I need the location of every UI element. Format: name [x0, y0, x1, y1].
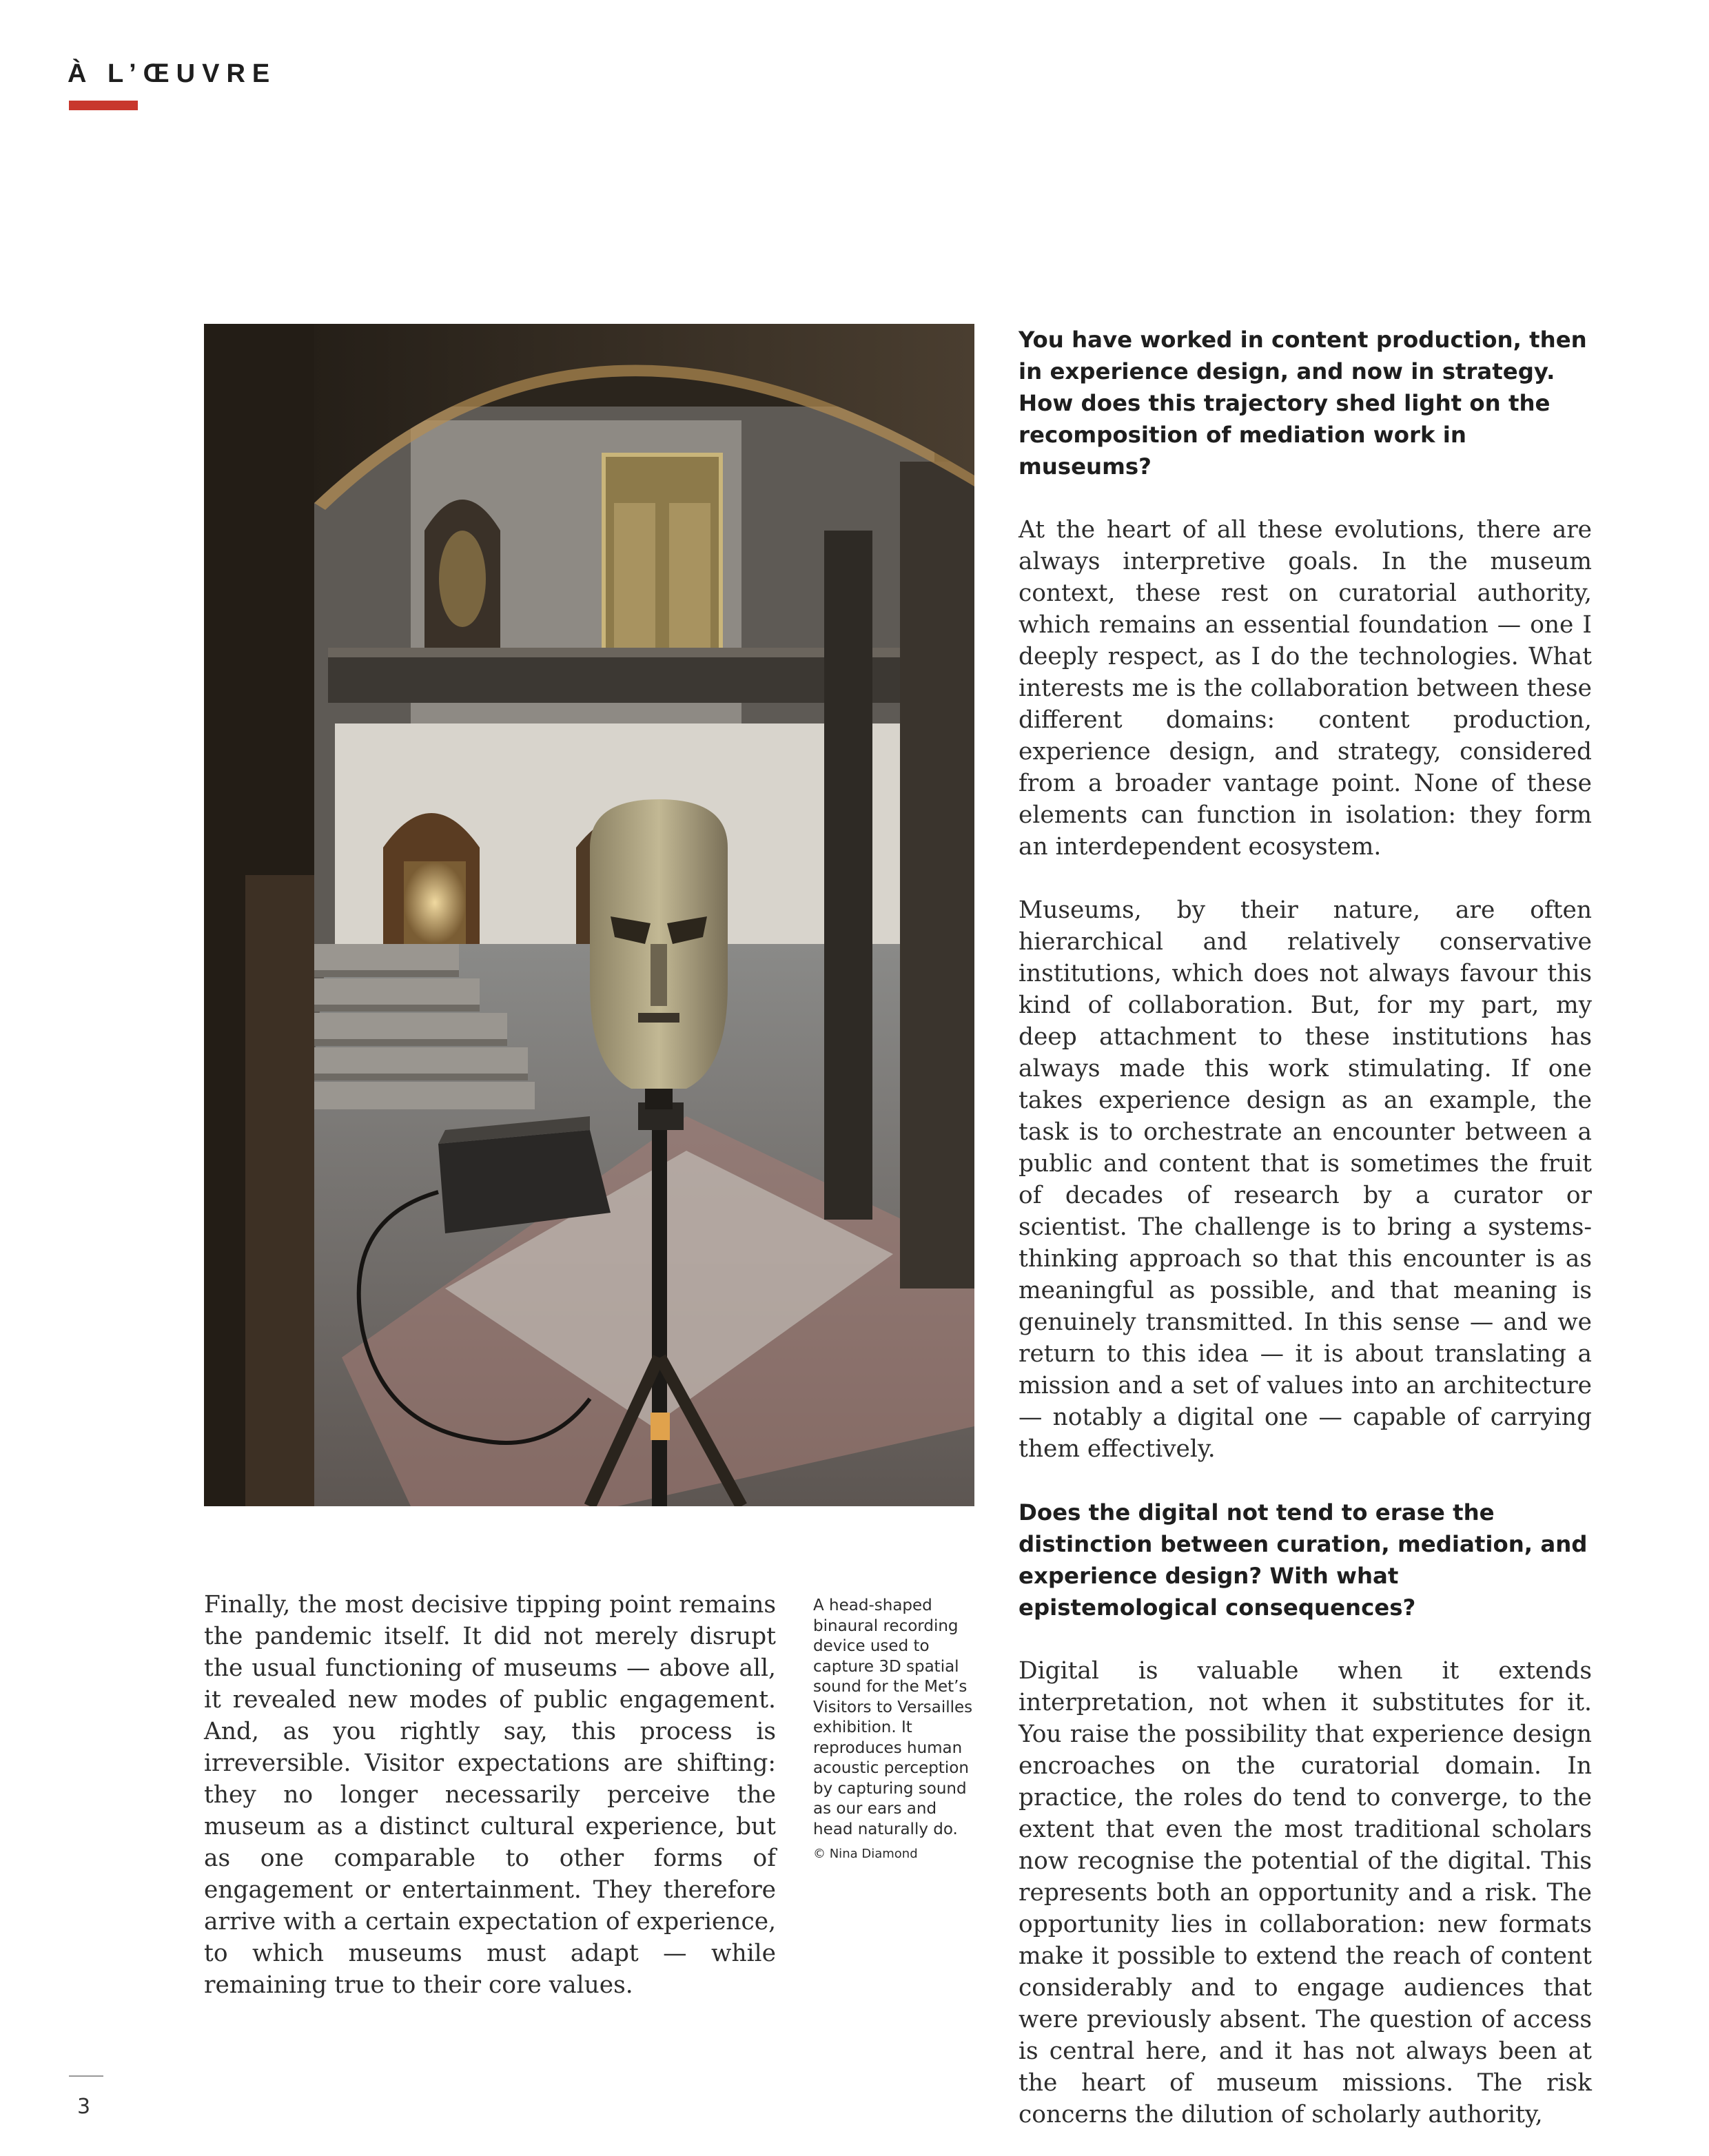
section-label: À L’ŒUVRE [68, 59, 277, 88]
left-column [204, 1589, 776, 2001]
paragraph-gap [1019, 863, 1592, 894]
answer-paragraph-1b: Museums, by their nature, are often hierarchical and relatively conservative institutions, which does not always favour this kind of collaboration. But, for my part, my deep attachment to these institutions has always made this work stimulating. If one takes experience design as an example, the task is to orchestrate an encounter between a public and content that is sometimes the fruit of decades of research by a curator or scientist. The challenge is to bring a systems-thinking approach so that this encounter is as meaningful as possible, and that meaning is genuinely transmitted. In this sense — and we return to this idea — it is about translating a mission and a set of values into an architecture — notably a digital one — capable of carrying them effectively. [1019, 896, 1592, 1463]
page-number: 3 [77, 2095, 91, 2119]
caption-text: A head-shaped binaural recording device used to capture 3D spatial sound for the Met’s Visitors to Versailles exhibition. It reproduces human acoustic perception by capturing sound as our ears and head naturally do. [813, 1597, 973, 1838]
binaural-head-photo [204, 324, 974, 1506]
paragraph-gap [1019, 1623, 1592, 1655]
interview-question-1: You have worked in content production, then in experience design, and now in strategy. How does this trajectory shed light on the recomposition of mediation work in museums? [1019, 327, 1587, 480]
interview-question-2: Does the digital not tend to erase the distinction between curation, mediation, and experience design? With what epistemological consequences? [1019, 1499, 1588, 1621]
photo-credit: © Nina Diamond [813, 1847, 918, 1861]
footer-rule [69, 2075, 103, 2077]
answer-paragraph-1a: At the heart of all these evolutions, there are always interpretive goals. In the museum context, these rest on curatorial authority, which remains an essential foundation — one I deeply respect, as I do the technologies. What interests me is the collaboration between these different domains: content production, experience design, and strategy, considered from a broader vantage point. None of these elements can function in isolation: they form an interdependent ecosystem. [1019, 516, 1592, 861]
section-accent-rule [69, 101, 138, 110]
paragraph-gap [1019, 482, 1592, 514]
right-column [1019, 324, 1592, 2131]
answer-paragraph-2: Digital is valuable when it extends interpretation, not when it substitutes for it. You raise the possibility that experience design encroaches on the curatorial domain. In practice, the roles do tend to converge, to the extent that even the most traditional scholars now recognise the potential of the digital. This represents both an opportunity and a risk. The opportunity lies in collaboration: new formats make it possible to extend the reach of content considerably and to engage audiences that were previously absent. The question of access is central here, and it has not always been at the heart of museum missions. The risk concerns the dilution of scholarly authority, [1019, 1657, 1592, 2128]
body-paragraph: Finally, the most decisive tipping point remains the pandemic itself. It did not merely disrupt the usual functioning of museums — above all, it revealed new modes of public engagement. And, as you rightly say, this process is irreversible. Visitor expectations are shifting: they no longer necessarily perceive the museum as a distinct cultural experience, but as one comparable to other forms of engagement or entertainment. They therefore arrive with a certain expectation of experience, to which museums must adapt — while remaining true to their core values. [204, 1591, 776, 1999]
photo-caption [813, 1596, 977, 1865]
photo-illustration [204, 324, 974, 1506]
